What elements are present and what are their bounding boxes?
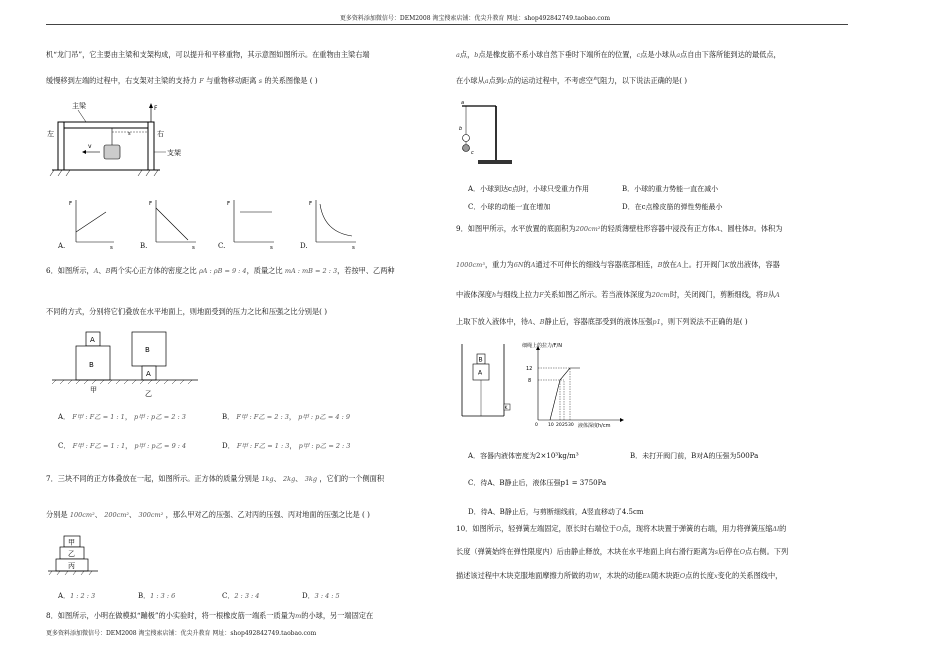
q8-option-d[interactable] [622, 202, 723, 212]
option-label: B． [138, 592, 151, 600]
option-pressure: p甲 : p乙 = 9 : 4 [134, 442, 187, 450]
q10-text: 后停在 [718, 547, 740, 556]
q9-line1 [456, 224, 782, 234]
page-header: 更多资料添加微信号：DEM2008 淘宝搜索店铺：优尖升教育 网址：shop492842749.taobao.com [339, 15, 611, 22]
graph-option-b [140, 196, 200, 250]
q6-text-a: 6．如图所示， [46, 266, 94, 275]
q9-option-a[interactable] [468, 451, 579, 461]
yi-top-label: B [145, 346, 150, 354]
q7-area-1: 100cm² [69, 511, 95, 519]
yi-label: 乙 [145, 390, 152, 398]
q5-text-a: 缓慢移到左端的过程中，右支架对主梁的支持力 [46, 76, 197, 85]
q9-var-a: A [530, 261, 536, 269]
option-label: B． [222, 413, 235, 421]
q7-text-c: 分别是 [46, 510, 68, 519]
q8-var-a: a [456, 51, 460, 59]
q9-text: 上取下放入液体中，待 [456, 317, 528, 326]
tank-block-b: B [478, 356, 483, 364]
q6-text-d: ，若按甲、乙两种 [337, 266, 395, 275]
q9-var-a: A [676, 261, 682, 269]
q9-var-a: A [715, 225, 721, 233]
q5-line1: 机“龙门吊”，它主要由主梁和支架构成，可以提升和平移重物，其示意图如图所示。在重物由主梁右端 [46, 50, 370, 59]
q8-var-c: c [636, 51, 641, 59]
q8-line2 [456, 50, 781, 60]
graph-y-label: 细绳上的拉力/F/N [522, 343, 562, 349]
q6-var-a: A [93, 267, 99, 275]
graph-x-tick-0: 0 [535, 423, 538, 428]
option-label: C． [468, 479, 481, 487]
yi-bottom-label: A [146, 370, 151, 378]
q7-mass-1: 1kg [261, 475, 274, 483]
option-force: F甲 : F乙 = 1 : 1 [72, 413, 125, 421]
q7-line2: 分别是 100cm²、 200cm²、 300cm² ，那么甲对乙的压强、乙对丙的压强、丙对地面的压强之比是 ( ) [46, 510, 370, 519]
stand-label-b: b [459, 126, 463, 132]
answer-bracket: ( ) [679, 76, 688, 85]
q9-var-b: B [763, 291, 768, 299]
option-pressure: p甲 : p乙 = 4 : 9 [298, 413, 350, 421]
option-label: D． [622, 203, 635, 211]
axis-s: s [110, 245, 113, 250]
q9-var-a: A [775, 291, 780, 299]
q10-text: 点的长度 [685, 571, 714, 580]
q10-var-o: O [739, 548, 746, 556]
tank-diagram [458, 340, 516, 422]
option-pressure: p甲 : p乙 = 2 : 3 [298, 442, 351, 450]
option-text: 容器内液体密度为2×10³kg/m³ [480, 452, 579, 460]
q8-text: 点是小球从 [640, 50, 677, 59]
stacked-blocks-diagram [46, 532, 106, 576]
q6-line1 [46, 266, 395, 276]
option-label: D． [302, 592, 315, 600]
graph-label-d: D. [300, 242, 308, 250]
q9-option-c[interactable] [468, 478, 606, 488]
q9-var-h: h [491, 291, 497, 299]
q9-text: 通过不可伸长的细线与容器底部相连， [535, 260, 658, 269]
q9-text: 放在 [662, 260, 677, 269]
q6-option-b[interactable]: B． F甲 : F乙 = 2 : 3， p甲 : p乙 = 4 : 9 [222, 413, 350, 421]
q10-var-dl: Δl [772, 525, 780, 533]
option-text: 待A、B静止后，与剪断细线前，A竖直移动了4.5cm [480, 508, 644, 516]
option-text: 1 : 2 : 3 [70, 592, 96, 600]
q9-line3 [456, 290, 780, 300]
option-force: F甲 : F乙 = 1 : 3 [236, 442, 290, 450]
option-text: 3 : 4 : 5 [314, 592, 340, 600]
q9-var-b: B [657, 261, 663, 269]
crane-label-f: F [154, 105, 158, 112]
q9-var-p: p1 [652, 318, 661, 326]
q8-text: 点的运动过程中，不考虑空气阻力，以下说法正确的是 [506, 76, 680, 85]
q6-text-line2: 不同的方式，分别将它们叠放在水平地面上，则地面受到的压力之比和压强之比分别是 [46, 307, 320, 316]
q9-text: 放出液体，容器 [729, 260, 780, 269]
q7-option-c[interactable] [222, 591, 259, 601]
option-force: F甲 : F乙 = 1 : 1 [72, 442, 126, 450]
option-text: 未打开阀门前，B对A的压强为500Pa [642, 452, 759, 460]
q8-text: 在小球从 [456, 76, 485, 85]
q7-text-d: ，那么甲对乙的压强、乙对丙的压强、丙对地面的压强之比是 [165, 510, 360, 519]
q9-var-b: B [748, 225, 754, 233]
q9-text: ，则下列说法不正确的是 [660, 317, 740, 326]
q8-text: 点到 [488, 76, 504, 85]
q9-text: 9．如图甲所示，水平放置的底面积为 [456, 224, 576, 233]
blocks-diagram [50, 326, 200, 400]
q9-text: 、 [532, 317, 540, 326]
option-text: 待A、B静止后，液体压强p1 = 3750Pa [480, 479, 607, 487]
q8-line1 [46, 611, 373, 621]
graph-option-a [58, 196, 118, 250]
stand-label-a: a [461, 100, 465, 106]
q7-option-d[interactable] [302, 591, 340, 601]
answer-bracket: ( ) [362, 510, 370, 519]
q9-text: 中液体深度 [456, 290, 492, 299]
q9-text: 、圆柱体 [720, 224, 749, 233]
q5-text-b: 与重物移动距离 [206, 76, 257, 85]
option-text: 2 : 3 : 4 [234, 592, 260, 600]
q10-var-s: s [714, 548, 719, 556]
jia-label: 甲 [90, 386, 97, 394]
graph-x-tick-10: 10 [548, 423, 554, 428]
option-label: C． [58, 442, 71, 450]
q9-text: ，重力为 [484, 260, 514, 269]
graph-y-tick-12: 12 [526, 366, 533, 372]
q6-text-b: 两个实心正方体的密度之比 [110, 266, 197, 275]
q10-line1 [456, 524, 786, 534]
q9-text: 从 [767, 290, 776, 299]
q5-text-c: 的关系图像是 [264, 76, 308, 85]
crane-label-left: 左 [47, 130, 54, 138]
q8-text: 点， [459, 50, 475, 59]
q9-option-d[interactable] [468, 507, 644, 517]
q8-option-c[interactable] [468, 202, 550, 212]
q5-var-f: F [199, 77, 204, 85]
option-label: A． [468, 452, 481, 460]
q8-var-a: a [484, 77, 489, 85]
q10-var-x: x [713, 572, 718, 580]
q9-weight: 6N [513, 261, 524, 269]
graph-x-tick-30: 30 [568, 423, 574, 428]
q7-text-a: 7．三块不同的正方体叠放在一起，如图所示。正方体的质量分别是 [46, 474, 260, 483]
q6-sep: 、 [98, 266, 106, 275]
option-label: D． [222, 442, 235, 450]
jia-top-label: A [90, 336, 95, 344]
axis-f: F [309, 201, 313, 207]
q7-mass-3: 3kg [304, 475, 318, 483]
q7-text-b: ，它们的一个侧面积 [319, 474, 385, 483]
axis-f: F [69, 201, 73, 207]
q5-var-s: s [258, 77, 263, 85]
stack-mid-label: 乙 [68, 550, 75, 558]
option-force: F甲 : F乙 = 2 : 3 [236, 413, 289, 421]
option-label: D． [468, 508, 481, 516]
answer-bracket: ( ) [739, 317, 748, 326]
q10-text: 的 [779, 524, 787, 533]
q10-text: 10．如图所示，轻弹簧左端固定，原长时右端位于 [456, 524, 617, 533]
header-divider [46, 24, 848, 25]
graph-x-tick-20: 20 [556, 423, 562, 428]
option-label: A． [58, 413, 71, 421]
q9-text: 关系如图乙所示。若当液体深度为 [543, 290, 652, 299]
axis-f: F [149, 201, 153, 207]
graph-option-c [218, 196, 278, 250]
q9-text: 。体积为 [753, 224, 783, 233]
q10-line3 [456, 571, 782, 581]
stack-top-label: 甲 [68, 538, 75, 547]
q7-line1: 7．三块不同的正方体叠放在一起，如图所示。正方体的质量分别是 1kg、 2kg、 3kg ，它们的一个侧面积 [46, 474, 385, 483]
crane-label-main-beam: 主梁 [72, 102, 86, 110]
q8-option-b[interactable] [622, 184, 718, 194]
axis-s: s [352, 245, 355, 250]
graph-label-b: B. [140, 242, 148, 250]
graph-label-a: A. [58, 242, 66, 250]
q8-var-a: a [676, 51, 681, 59]
q8-text-b: 的小球，另一端固定在 [301, 611, 374, 620]
answer-bracket: ( ) [309, 76, 318, 85]
q6-option-c[interactable]: C． F甲 : F乙 = 1 : 1， p甲 : p乙 = 9 : 4 [58, 442, 187, 450]
q8-text-a: 8．如图所示，小明在做模拟“蹦极”的小实验时，将一根橡皮筋一端系一质量为 [46, 611, 296, 620]
q10-text: ，木块的动能 [599, 571, 643, 580]
graph-x-tick-25: 25 [562, 423, 568, 428]
crane-label-right: 右 [157, 130, 164, 138]
q9-text: 上。打开阀门 [681, 260, 725, 269]
option-text: 1 : 3 : 6 [150, 592, 176, 600]
q9-text: 时，关闭阀门，剪断细线，将 [669, 290, 764, 299]
option-text: 小球到达c点时，小球只受重力作用 [480, 185, 589, 193]
q10-var-w: W [592, 572, 600, 580]
option-label: A． [468, 185, 481, 193]
stack-bot-label: 丙 [68, 562, 75, 570]
q10-text: 点，现将木块置于弹簧的右端，用力将弹簧压缩 [621, 524, 773, 533]
q9-line2 [456, 260, 780, 270]
q10-text: 长度（弹簧始终在弹性限度内）后由静止释放，木块在水平地面上向右滑行距离为 [456, 547, 715, 556]
q10-text: 点右侧。下列 [745, 547, 789, 556]
option-text: 小球的重力势能一直在减小 [634, 185, 719, 193]
crane-label-s: s [128, 131, 131, 137]
q6-option-a[interactable]: A． F甲 : F乙 = 1 : 1， p甲 : p乙 = 2 : 3 [58, 413, 186, 421]
q7-mass-2: 2kg [283, 475, 296, 483]
q9-var-b: B [539, 318, 545, 326]
q6-text-c: ，质量之比 [246, 266, 283, 275]
q8-var-c: c [503, 77, 507, 85]
option-text: 小球的动能一直在增加 [480, 203, 551, 211]
q7-area-3: 300cm² [138, 511, 164, 519]
q9-volume: 1000cm³ [456, 261, 485, 269]
graph-x-label: 液体深度h/cm [578, 423, 611, 428]
q10-var-ek: Ek [642, 572, 652, 580]
axis-s: s [192, 245, 195, 250]
q9-text: 与细线上拉力 [496, 290, 540, 299]
q6-ratio-m: mA : mB = 2 : 3 [284, 267, 338, 275]
q6-var-b: B [105, 267, 111, 275]
crane-label-support: 支架 [167, 149, 181, 157]
tank-valve-k: K [504, 406, 508, 411]
q8-text: 点自由下落所能到达的最低点， [680, 50, 781, 59]
q9-var-f: F [539, 291, 544, 299]
q9-text: 静止后，容器底部受到的液体压强 [544, 317, 653, 326]
q9-depth: 20cm [651, 291, 670, 299]
page-footer: 更多资料添加微信号：DEM2008 淘宝搜索店铺：优尖升教育 网址：shop492842749.taobao.com [46, 630, 317, 637]
option-label: B． [630, 452, 643, 460]
answer-bracket: ( ) [319, 307, 328, 316]
q7-option-b[interactable] [138, 591, 175, 601]
q10-var-o: O [679, 572, 686, 580]
crane-label-v: v [88, 143, 92, 150]
q8-option-a[interactable] [468, 184, 589, 194]
q7-area-2: 200cm² [104, 511, 130, 519]
option-text: 在c点橡皮筋的弹性势能最小 [634, 203, 723, 211]
q8-var-m: m [295, 612, 302, 620]
q6-line2 [46, 307, 327, 317]
q9-line4 [456, 317, 748, 327]
tank-block-a: A [478, 369, 483, 377]
jia-bottom-label: B [89, 361, 94, 369]
option-pressure: p甲 : p乙 = 2 : 3 [134, 413, 186, 421]
graph-y-tick-8: 8 [528, 378, 532, 384]
force-depth-graph [518, 340, 628, 428]
q9-area: 200cm² [575, 225, 601, 233]
option-label: C． [222, 592, 235, 600]
q9-text: 的轻质薄壁柱形容器中浸没有正方体 [600, 224, 716, 233]
q10-text: 描述该过程中木块克服地面摩擦力所做的功 [456, 571, 593, 580]
option-label: C． [468, 203, 481, 211]
q10-line2 [456, 547, 788, 557]
q9-option-b[interactable] [630, 451, 758, 461]
bungee-stand-diagram [456, 98, 516, 172]
q8-text: 点是橡皮筋不系小球自然下垂时下端所在的位置， [478, 50, 637, 59]
q10-text: 变化的关系图线中， [717, 571, 783, 580]
option-label: A． [58, 592, 71, 600]
q8-var-b: b [474, 51, 479, 59]
q10-var-o: O [616, 525, 622, 533]
q8-line3 [456, 76, 687, 86]
stand-label-c: c [471, 150, 474, 156]
axis-s: s [270, 245, 273, 250]
q7-option-a[interactable] [58, 591, 95, 601]
q6-ratio-rho: ρA : ρB = 9 : 4 [198, 267, 247, 275]
q9-text: 的 [523, 260, 531, 269]
q10-text: 随木块距 [651, 571, 680, 580]
axis-f: F [227, 201, 231, 207]
q5-line2 [46, 76, 318, 86]
q6-option-d[interactable]: D． F甲 : F乙 = 1 : 3， p甲 : p乙 = 2 : 3 [222, 442, 351, 450]
crane-diagram [46, 100, 196, 182]
q9-var-a: A [527, 318, 533, 326]
option-label: B． [622, 185, 635, 193]
graph-label-c: C. [218, 242, 226, 250]
q9-var-k: K [724, 261, 730, 269]
graph-option-d [300, 196, 360, 250]
